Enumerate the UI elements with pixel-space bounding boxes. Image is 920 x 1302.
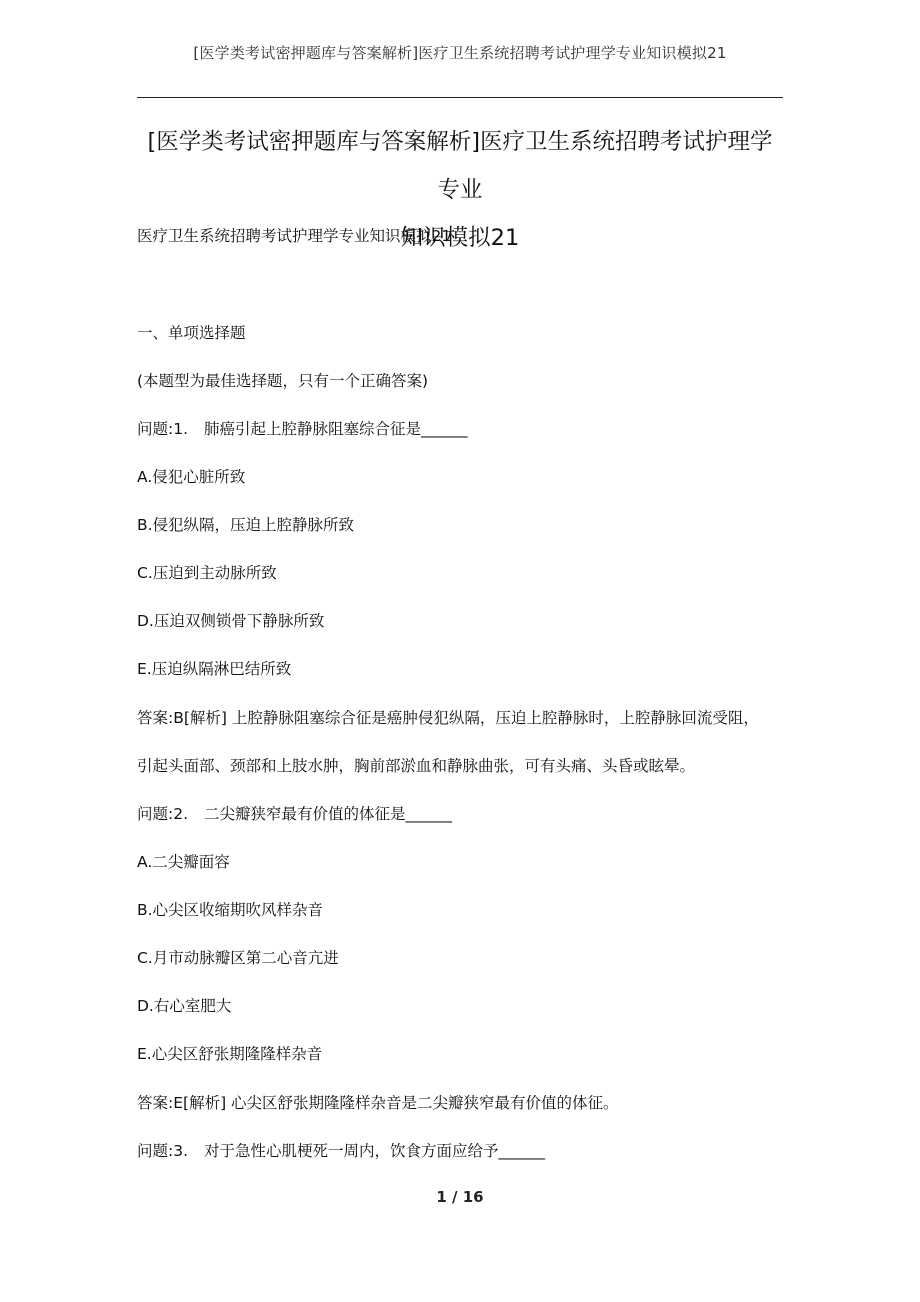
running-header: [医学类考试密押题库与答案解析]医疗卫生系统招聘考试护理学专业知识模拟21 [193, 44, 727, 62]
section-heading: 一、单项选择题 [137, 324, 246, 342]
question-1-answer-line-1: 答案:B[解析] 上腔静脉阻塞综合征是癌肿侵犯纵隔，压迫上腔静脉时，上腔静脉回流受阻， [137, 709, 759, 727]
question-1 [137, 417, 468, 439]
question-2-option-a: A.二尖瓣面容 [137, 853, 230, 871]
question-1-prefix: 问题:1. [137, 420, 189, 438]
document-title-line-2: 知识模拟21 [400, 225, 520, 251]
question-2-option-e: E.心尖区舒张期隆隆样杂音 [137, 1045, 323, 1063]
question-1-option-b: B.侵犯纵隔，压迫上腔静脉所致 [137, 516, 355, 534]
question-1-answer-line-2: 引起头面部、颈部和上肢水肿，胸前部淤血和静脉曲张，可有头痛、头昏或眩晕。 [137, 757, 696, 775]
question-2-option-b: B.心尖区收缩期吹风样杂音 [137, 901, 324, 919]
question-2-prefix: 问题:2. [137, 805, 189, 823]
question-1-option-a: A.侵犯心脏所致 [137, 468, 246, 486]
document-subtitle: 医疗卫生系统招聘考试护理学专业知识模拟21 [137, 227, 452, 245]
question-1-option-c: C.压迫到主动脉所致 [137, 564, 277, 582]
question-3-text: 对于急性心肌梗死一周内，饮食方面应给予______ [204, 1142, 546, 1160]
document-title-line-1: [医学类考试密押题库与答案解析]医疗卫生系统招聘考试护理学专业 [147, 129, 773, 203]
question-2-answer-line-1: 答案:E[解析] 心尖区舒张期隆隆样杂音是二尖瓣狭窄最有价值的体征。 [137, 1094, 619, 1112]
question-1-text: 肺癌引起上腔静脉阻塞综合征是______ [204, 420, 468, 438]
page-number: 1 / 16 [436, 1188, 484, 1206]
section-note: (本题型为最佳选择题，只有一个正确答案) [137, 372, 429, 390]
question-2-option-c: C.月市动脉瓣区第二心音亢进 [137, 949, 339, 967]
question-1-option-d: D.压迫双侧锁骨下静脉所致 [137, 612, 325, 630]
question-2-text: 二尖瓣狭窄最有价值的体征是______ [204, 805, 453, 823]
header-divider [137, 97, 783, 98]
question-2 [137, 802, 452, 824]
question-3-prefix: 问题:3. [137, 1142, 189, 1160]
question-1-option-e: E.压迫纵隔淋巴结所致 [137, 660, 292, 678]
question-2-option-d: D.右心室肥大 [137, 997, 232, 1015]
question-3 [137, 1139, 545, 1161]
